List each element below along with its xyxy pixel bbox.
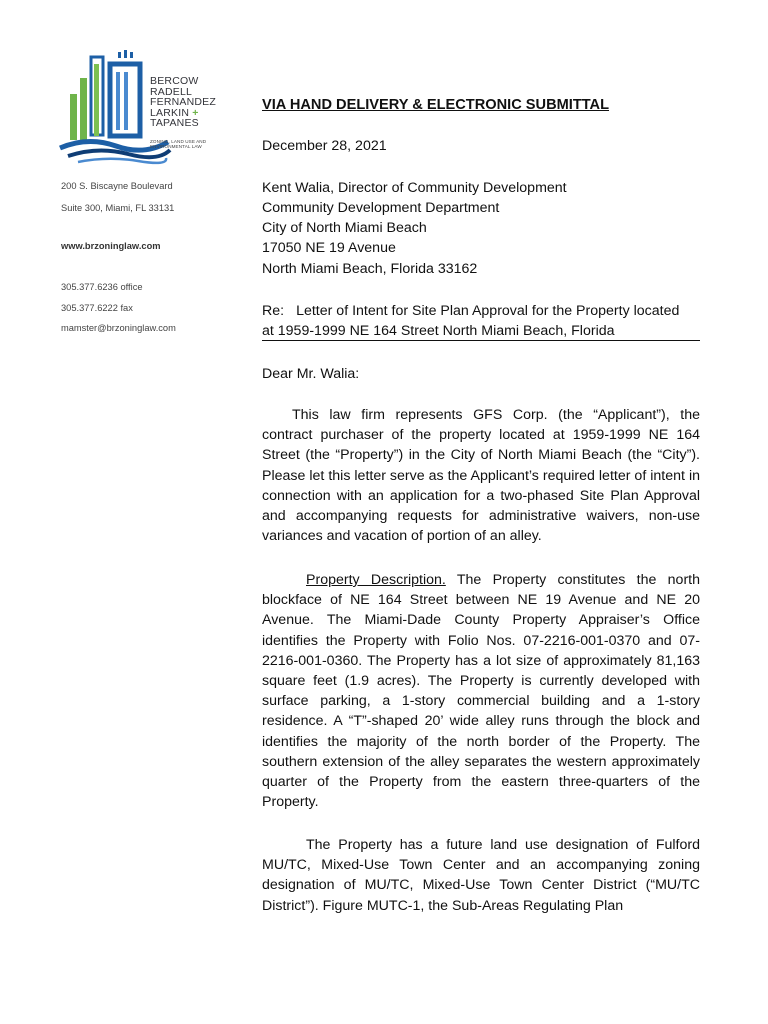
email-link[interactable]: mamster@brzoninglaw.com [61, 323, 176, 333]
firm-name-line: RADELL [150, 85, 193, 98]
website-link[interactable]: www.brzoninglaw.com [61, 241, 161, 251]
firm-name-line: LARKIN [150, 106, 190, 119]
recipient-line: 17050 NE 19 Avenue [262, 240, 396, 256]
re-subject: Letter of Intent for Site Plan Approval for the Property located [296, 303, 680, 319]
paragraph-intro [262, 405, 700, 546]
property-description-text: The Property constitutes the north blockface of NE 164 Street between NE 19 Avenue and NE 20 Avenue. The Miami-Dade County Property Appraiser’s Office identifies the Property with Folio Nos. 07-2216-001-0370 and 07-2216-001-0360. The Property has a lot size of approximately 81,163 square feet (1.9 acres). The Property is currently developed with surface parking, a 1-story commercial building and a 1-story residence. A “T”-shaped 20’ wide alley runs through the block and identifies the majority of the north border of the Property. The southern extension of the alley separates the western approximately quarter of the Property from the eastern three-quarters of the Property. [262, 572, 700, 811]
address-line-2: Suite 300, Miami, FL 33131 [61, 203, 175, 213]
tagline-line: ENVIRONMENTAL LAW [150, 144, 202, 149]
firm-name-line: TAPANES [150, 117, 199, 130]
firm-name-line: BERCOW [150, 75, 199, 87]
delivery-heading: VIA HAND DELIVERY & ELECTRONIC SUBMITTAL [262, 97, 610, 113]
firm-tagline [150, 139, 206, 149]
land-use-text: The Property has a future land use designation of Fulford MU/TC, Mixed-Use Town Center and an accompanying zoning designation of MU/TC, Mixed-Use Town Center District (“MU/TC District”). Figure MUTC-1, the Sub-Areas Regulating Plan [262, 837, 700, 914]
paragraph-intro-text: This law firm represents GFS Corp. (the “Applicant”), the contract purchaser of the property located at 1959-1999 NE 164 Street (the “Property”) in the City of North Miami Beach (the “City”). Please let this letter serve as the Applicant’s required letter of intent in connection with an application for a two-phased Site Plan Approval and accompanying requests for administrative waivers, non-use variances and vacation of portion of an alley. [262, 407, 700, 545]
recipient-line: Kent Walia, Director of Community Development [262, 180, 567, 196]
plus-icon: + [192, 106, 199, 119]
re-line-2: at 1959-1999 NE 164 Street North Miami Beach, Florida [262, 321, 700, 341]
office-phone: 305.377.6236 office [61, 282, 143, 292]
firm-name [150, 76, 216, 129]
salutation: Dear Mr. Walia: [262, 366, 360, 382]
tagline-line: ZONING, LAND USE AND [150, 139, 207, 144]
address-line-1: 200 S. Biscayne Boulevard [61, 181, 173, 191]
recipient-line: North Miami Beach, Florida 33162 [262, 261, 478, 277]
paragraph-land-use [262, 835, 700, 916]
re-label: Re: [262, 303, 285, 319]
firm-name-line: FERNANDEZ [150, 96, 216, 109]
property-description-heading: Property Description. [306, 572, 446, 588]
recipient-line: Community Development Department [262, 200, 500, 216]
fax-number: 305.377.6222 fax [61, 303, 133, 313]
paragraph-property-description [262, 570, 700, 812]
letter-date: December 28, 2021 [262, 138, 387, 154]
re-line-1 [262, 301, 679, 321]
recipient-line: City of North Miami Beach [262, 220, 427, 236]
